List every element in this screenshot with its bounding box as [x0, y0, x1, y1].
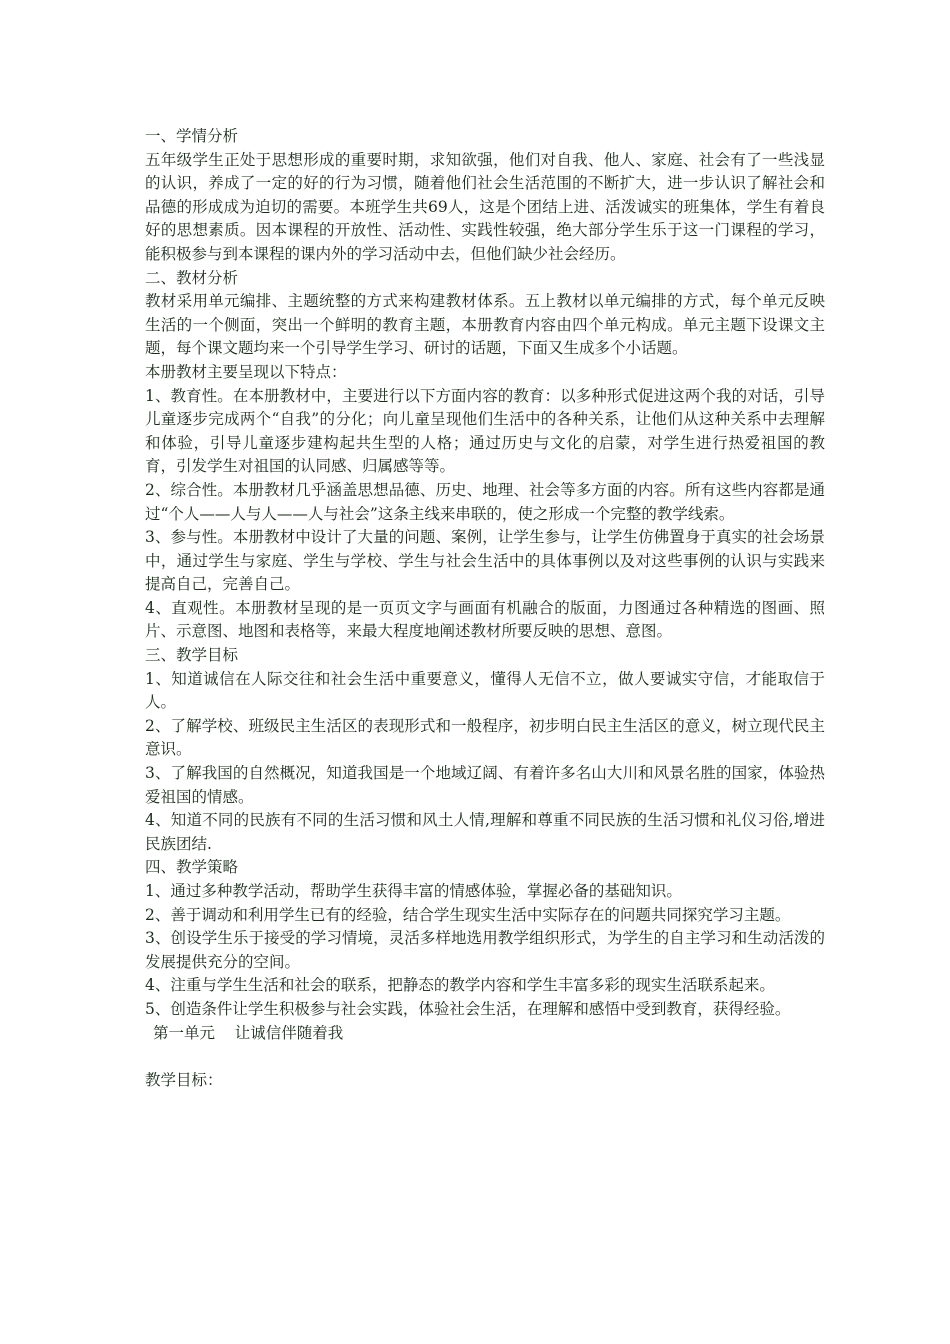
strategy-item-2: 2、善于调动和利用学生已有的经验，结合学生现实生活中实际存在的问题共同探究学习主题。	[145, 905, 791, 924]
unit-title: 第一单元 让诚信伴随着我	[153, 1023, 344, 1042]
feature-item-intuitive: 4、直观性。本册教材呈现的是一页页文字与画面有机融合的版面，力图通过各种精选的图画、照片、示意图、地图和表格等，来最大程度地阐述教材所要反映的思想、意图。	[145, 598, 825, 641]
strategy-item-1: 1、通过多种教学活动，帮助学生获得丰富的情感体验，掌握必备的基础知识。	[145, 882, 682, 900]
feature-item-educational: 1、教育性。在本册教材中，主要进行以下方面内容的教育：以多种形式促进这两个我的对话，引导儿童逐步完成两个“自我”的分化；向儿童呈现他们生活中的各种关系，让他们从这种关系中去理解和体验，引导儿童逐步建构起共生型的人格；通过历史与文化的启蒙，对学生进行热爱祖国的教育，引发学生对祖国的认同感、归属感等等。	[145, 386, 825, 476]
goal-item-2: 2、了解学校、班级民主生活区的表现形式和一般程序，初步明白民主生活区的意义，树立现代民主意识。	[145, 716, 825, 759]
strategy-item-4: 4、注重与学生生活和社会的联系，把静态的教学内容和学生丰富多彩的现实生活联系起来。	[145, 976, 775, 995]
heading-textbook-analysis: 二、教材分析	[145, 268, 239, 287]
document-page	[145, 125, 825, 1092]
paragraph-textbook-structure: 教材采用单元编排、主题统整的方式来构建教材体系。五上教材以单元编排的方式，每个单元反映生活的一个侧面，突出一个鲜明的教育主题，本册教育内容由四个单元构成。单元主题下设课文主题，每个课文题均来一个引导学生学习、研讨的话题，下面又生成多个小话题。	[145, 292, 825, 358]
paragraph-textbook-features-intro: 本册教材主要呈现以下特点：	[145, 362, 347, 381]
blank-line	[145, 1045, 825, 1069]
heading-learner-analysis: 一、学情分析	[145, 127, 239, 145]
feature-item-comprehensive: 2、综合性。本册教材几乎涵盖思想品德、历史、地理、社会等多方面的内容。所有这些内容都是通过“个人——人与人——人与社会”这条主线来串联的，使之形成一个完整的教学线索。	[145, 480, 825, 523]
goal-item-3: 3、了解我国的自然概况，知道我国是一个地域辽阔、有着许多名山大川和风景名胜的国家，体验热爱祖国的情感。	[145, 764, 825, 806]
paragraph-learner-analysis: 五年级学生正处于思想形成的重要时期，求知欲强，他们对自我、他人、家庭、社会有了一些浅显的认识，养成了一定的好的行为习惯，随着他们社会生活范围的不断扩大，进一步认识了解社会和品德的形成成为迫切的需要。本班学生共69人，这是个团结上进、活泼诚实的班集体，学生有着良好的思想素质。因本课程的开放性、活动性、实践性较强，绝大部分学生乐于这一门课程的学习，能积极参与到本课程的课内外的学习活动中去，但他们缺少社会经历。	[145, 150, 825, 263]
heading-teaching-strategies: 四、教学策略	[145, 858, 239, 877]
strategy-item-3: 3、创设学生乐于接受的学习情境，灵活多样地选用教学组织形式，为学生的自主学习和生动活泼的发展提供充分的空间。	[145, 929, 825, 971]
feature-item-participatory: 3、参与性。本册教材中设计了大量的问题、案例，让学生参与，让学生仿佛置身于真实的社会场景中，通过学生与家庭、学生与学校、学生与社会生活中的具体事例以及对这些事例的认识与实践来提高自己，完善自己。	[145, 528, 825, 594]
goal-item-4: 4、知道不同的民族有不同的生活习惯和风土人情,理解和尊重不同民族的生活习惯和礼仪习俗,增进民族团结.	[145, 811, 825, 853]
strategy-item-5: 5、创造条件让学生积极参与社会实践，体验社会生活，在理解和感悟中受到教育，获得经验。	[145, 999, 791, 1018]
unit-goals-heading: 教学目标：	[145, 1070, 223, 1089]
goal-item-1: 1、知道诚信在人际交往和社会生活中重要意义，懂得人无信不立，做人要诚实守信，才能取信于人。	[145, 669, 825, 712]
heading-teaching-goals: 三、教学目标	[145, 646, 239, 665]
